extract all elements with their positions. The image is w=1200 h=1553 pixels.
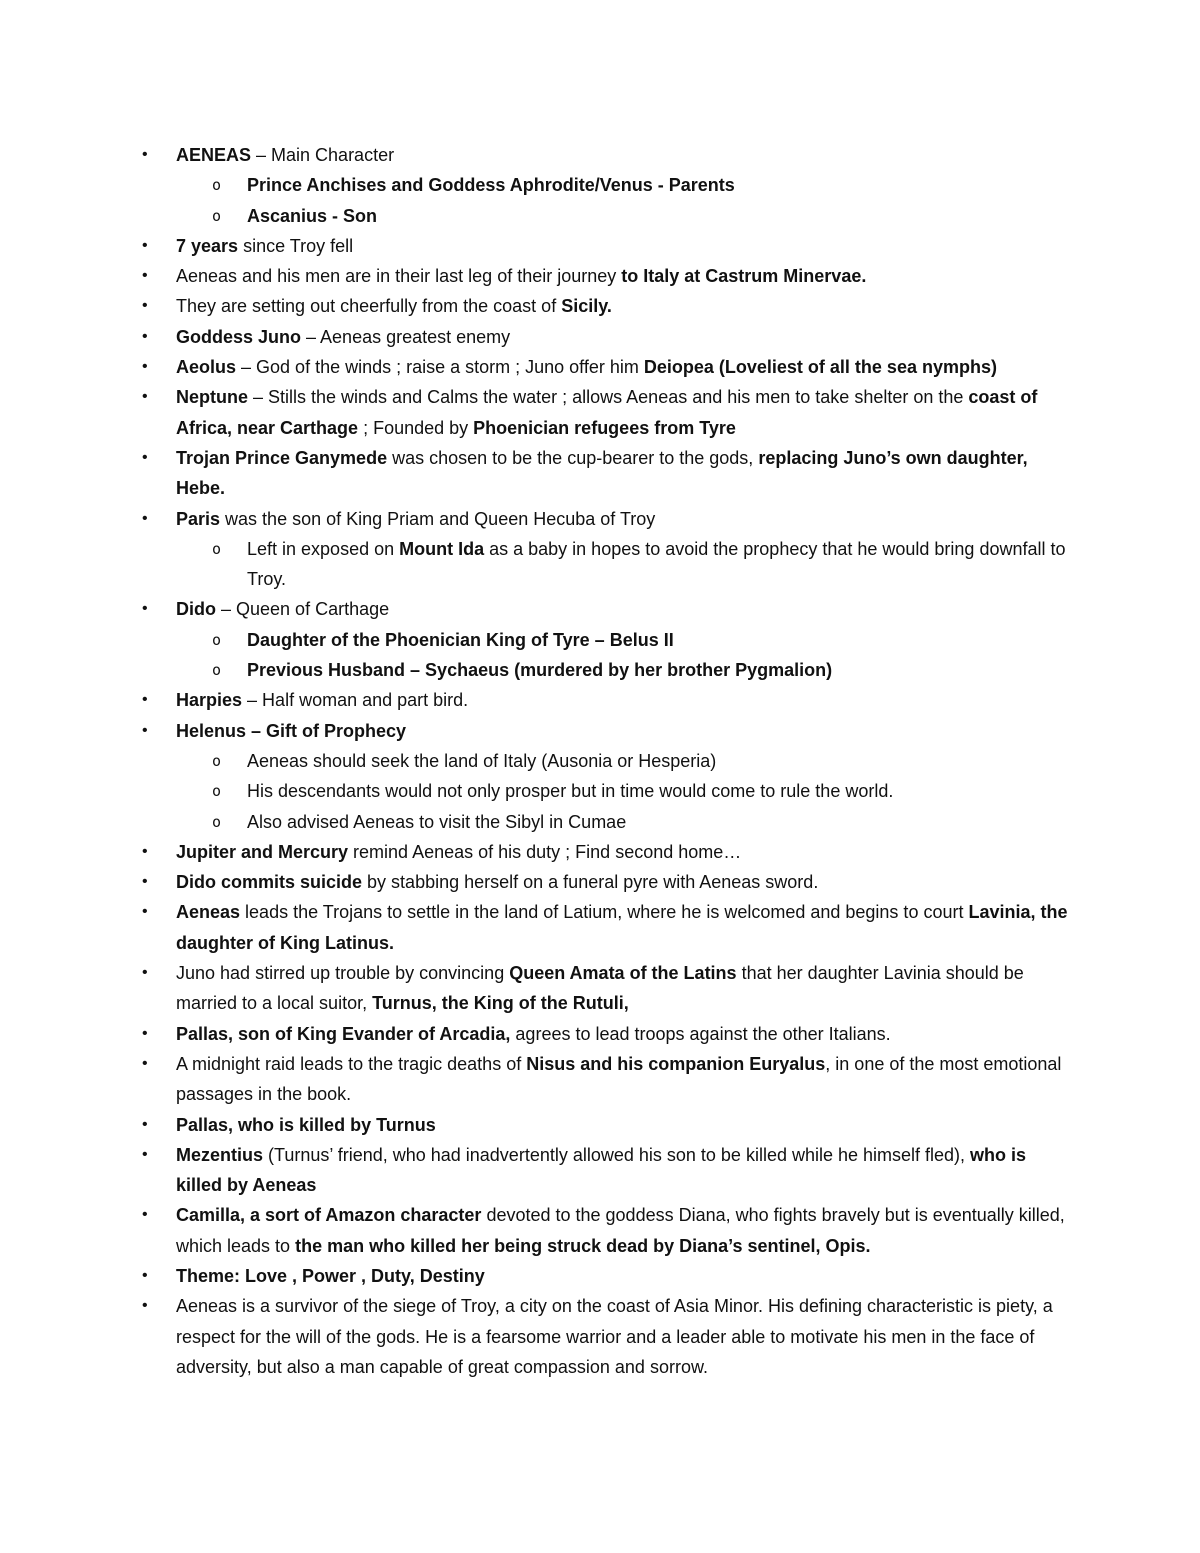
list-item-text	[176, 599, 389, 619]
list-item-text	[176, 448, 1028, 498]
text-run: leads the Trojans to settle in the land of Latium, where he is welcomed and begins to court	[240, 902, 969, 923]
text-run: by stabbing herself on a funeral pyre with Aeneas sword.	[362, 872, 819, 893]
sub-bullet-icon: o	[212, 661, 222, 680]
bold-text: Dido	[176, 599, 216, 620]
text-run: that her daughter Lavinia should be married to a local suitor,	[176, 963, 1024, 1014]
text-run: (Turnus’ friend, who had inadvertently allowed his son to be killed while he himself fled),	[263, 1144, 971, 1165]
sub-list-item	[0, 625, 1200, 655]
text-run: Juno had stirred up trouble by convincing	[176, 963, 510, 984]
bold-text: AENEAS	[176, 145, 252, 165]
bullet-list	[0, 140, 1200, 1382]
list-item	[0, 1019, 1200, 1049]
bold-text: to Italy at Castrum Minervae.	[621, 266, 867, 287]
bold-text: Harpies	[176, 690, 243, 711]
bullet-icon: •	[142, 1206, 148, 1224]
bullet-icon: •	[142, 691, 148, 709]
bold-text: Previous Husband – Sychaeus (murdered by her brother Pygmalion)	[247, 660, 833, 681]
sub-list-item	[0, 201, 1200, 231]
bold-text: Daughter of the Phoenician King of Tyre – Belus II	[247, 629, 674, 650]
list-item-text	[176, 721, 406, 741]
list-item-text	[247, 175, 735, 195]
list-item	[0, 504, 1200, 534]
bold-text: 7 years	[176, 235, 239, 256]
list-item-text	[247, 781, 893, 801]
sub-bullet-icon: o	[212, 539, 222, 558]
text-run: agrees to lead troops against the other Italians.	[510, 1023, 891, 1044]
list-item	[0, 1291, 1200, 1382]
list-item-text	[176, 236, 353, 256]
bullet-icon: •	[142, 448, 148, 466]
text-run: as a baby in hopes to avoid the prophecy that he would bring downfall to Troy.	[247, 538, 1066, 590]
sub-bullet-icon: o	[212, 206, 222, 225]
text-run: , in one of the most emotional passages in the book.	[176, 1053, 1062, 1105]
list-item	[0, 1200, 1200, 1261]
bold-text: Phoenician refugees from Tyre	[473, 417, 736, 438]
bold-text: Pallas, son of King Evander of Arcadia,	[176, 1023, 511, 1044]
bold-text: Dido commits suicide	[176, 872, 363, 893]
bullet-icon: •	[142, 1024, 148, 1042]
bold-text: Ascanius - Son	[247, 205, 378, 226]
bullet-icon: •	[142, 327, 148, 345]
text-run: Left in exposed on	[247, 538, 400, 559]
list-item-text	[176, 872, 818, 892]
list-item	[0, 352, 1200, 382]
bullet-icon: •	[142, 358, 148, 376]
list-item-text	[176, 963, 1024, 1013]
text-run: – God of the winds ; raise a storm ; Juno offer him	[236, 357, 644, 378]
list-item-text	[176, 387, 1037, 437]
bullet-icon: •	[142, 903, 148, 921]
list-item-text	[247, 660, 832, 680]
bullet-icon: •	[142, 1054, 148, 1072]
bold-text: Aeneas	[176, 902, 241, 923]
bullet-icon: •	[142, 721, 148, 739]
bullet-icon: •	[142, 236, 148, 254]
text-run: Aeneas should seek the land of Italy (Ausonia or Hesperia)	[247, 750, 717, 771]
sub-list-item	[0, 746, 1200, 776]
list-item-text	[176, 357, 997, 377]
bold-text: Lavinia, the daughter of King Latinus.	[176, 902, 1068, 953]
sub-list-item	[0, 534, 1200, 595]
bullet-icon: •	[142, 297, 148, 315]
bold-text: Sicily.	[561, 296, 612, 317]
list-item-text	[176, 145, 394, 165]
bold-text: Trojan Prince Ganymede	[176, 447, 388, 468]
sub-bullet-icon: o	[212, 176, 222, 195]
list-item	[0, 958, 1200, 1019]
list-item-text	[176, 1054, 1061, 1104]
list-item	[0, 261, 1200, 291]
list-item	[0, 322, 1200, 352]
bold-text: Goddess Juno	[176, 326, 302, 347]
list-item-text	[247, 630, 674, 650]
text-run: – Stills the winds and Calms the water ; allows Aeneas and his men to take shelter on the	[248, 387, 969, 408]
list-item-text	[247, 751, 716, 771]
list-item-text	[176, 1205, 1065, 1255]
list-item-text	[176, 1296, 1053, 1377]
bold-text: Mount Ida	[399, 538, 485, 559]
text-run: was the son of King Priam and Queen Hecuba of Troy	[220, 508, 656, 529]
list-item-text	[247, 812, 626, 832]
bold-text: Helenus – Gift of Prophecy	[176, 720, 407, 741]
bold-text: Mezentius	[176, 1144, 264, 1165]
sub-bullet-icon: o	[212, 782, 222, 801]
list-item-text	[176, 1115, 436, 1135]
list-item-text	[176, 1145, 1026, 1195]
bullet-icon: •	[142, 267, 148, 285]
bold-text: the man who killed her being struck dead by Diana’s sentinel, Opis.	[295, 1235, 871, 1256]
text-run: – Main Character	[251, 145, 395, 165]
text-run: – Aeneas greatest enemy	[301, 326, 511, 347]
sub-bullet-icon: o	[212, 630, 222, 649]
bold-text: who is killed by Aeneas	[176, 1144, 1027, 1196]
bold-text: Aeolus	[176, 357, 237, 378]
bold-text: coast of Africa, near Carthage	[176, 387, 1038, 438]
list-item-text	[247, 539, 1066, 589]
bold-text: Neptune	[176, 387, 248, 408]
sub-list-item	[0, 776, 1200, 806]
list-item-text	[176, 296, 612, 316]
text-run: A midnight raid leads to the tragic deaths of	[176, 1053, 527, 1074]
bold-text: Queen Amata of the Latins	[509, 963, 737, 984]
list-item-text	[176, 902, 1068, 952]
list-item	[0, 382, 1200, 443]
bullet-icon: •	[142, 509, 148, 527]
list-item-text	[176, 842, 741, 862]
bold-text: Nisus and his companion Euryalus	[526, 1053, 826, 1074]
bullet-icon: •	[142, 964, 148, 982]
text-run: His descendants would not only prosper but in time would come to rule the world.	[247, 781, 894, 802]
text-run: – Queen of Carthage	[216, 599, 390, 620]
sub-list-item	[0, 807, 1200, 837]
list-item	[0, 594, 1200, 624]
text-run: ; Founded by	[358, 417, 474, 438]
sub-bullet-icon: o	[212, 812, 222, 831]
text-run: since Troy fell	[238, 235, 354, 256]
bold-text: Turnus, the King of the Rutuli,	[372, 993, 629, 1014]
bullet-icon: •	[142, 600, 148, 618]
list-item	[0, 837, 1200, 867]
list-item	[0, 716, 1200, 746]
text-run: Aeneas and his men are in their last leg of their journey	[176, 266, 622, 287]
sub-list-item	[0, 655, 1200, 685]
list-item	[0, 1140, 1200, 1201]
text-run: – Half woman and part bird.	[242, 690, 469, 711]
text-run: devoted to the goddess Diana, who fights bravely but is eventually killed, which leads to	[176, 1205, 1065, 1256]
list-item-text	[176, 1024, 891, 1044]
text-run: They are setting out cheerfully from the coast of	[176, 296, 562, 317]
bullet-icon: •	[142, 873, 148, 891]
list-item	[0, 1049, 1200, 1110]
bold-text: Pallas, who is killed by Turnus	[176, 1114, 436, 1135]
list-item-text	[176, 327, 510, 347]
list-item-text	[176, 1266, 485, 1286]
list-item	[0, 867, 1200, 897]
list-item	[0, 443, 1200, 504]
list-item	[0, 231, 1200, 261]
bullet-icon: •	[142, 388, 148, 406]
text-run: remind Aeneas of his duty ; Find second home…	[348, 841, 742, 862]
list-item	[0, 1110, 1200, 1140]
bold-text: Paris	[176, 508, 221, 529]
bold-text: Jupiter and Mercury	[176, 841, 349, 862]
list-item	[0, 140, 1200, 170]
text-run: Also advised Aeneas to visit the Sibyl in Cumae	[247, 811, 627, 832]
list-item	[0, 1261, 1200, 1291]
list-item	[0, 685, 1200, 715]
sub-list-item	[0, 170, 1200, 200]
bullet-icon: •	[142, 1266, 148, 1284]
bold-text: Deiopea (Loveliest of all the sea nymphs)	[643, 357, 997, 378]
list-item	[0, 897, 1200, 958]
list-item-text	[176, 690, 468, 710]
sub-bullet-icon: o	[212, 751, 222, 770]
list-item-text	[176, 509, 655, 529]
bullet-icon: •	[142, 146, 148, 163]
bullet-icon: •	[142, 1145, 148, 1163]
list-item	[0, 291, 1200, 321]
bold-text: Prince Anchises and Goddess Aphrodite/Venus - Parents	[247, 175, 735, 196]
bold-text: Theme: Love , Power , Duty, Destiny	[176, 1265, 485, 1286]
text-run: Aeneas is a survivor of the siege of Troy, a city on the coast of Asia Minor. His defining characteristic is piety, a respect for the will of the gods. He is a fearsome warrior and a leader able to motivate his men in the face of adversity, but also a man capable of great compassion and sorrow.	[176, 1296, 1053, 1377]
bullet-icon: •	[142, 1297, 148, 1315]
list-item-text	[247, 206, 377, 226]
list-item-text	[176, 266, 866, 286]
bold-text: Camilla, a sort of Amazon character	[176, 1205, 482, 1226]
bold-text: replacing Juno’s own daughter, Hebe.	[176, 447, 1028, 499]
bullet-icon: •	[142, 842, 148, 860]
text-run: was chosen to be the cup-bearer to the gods,	[387, 447, 759, 468]
bullet-icon: •	[142, 1115, 148, 1133]
